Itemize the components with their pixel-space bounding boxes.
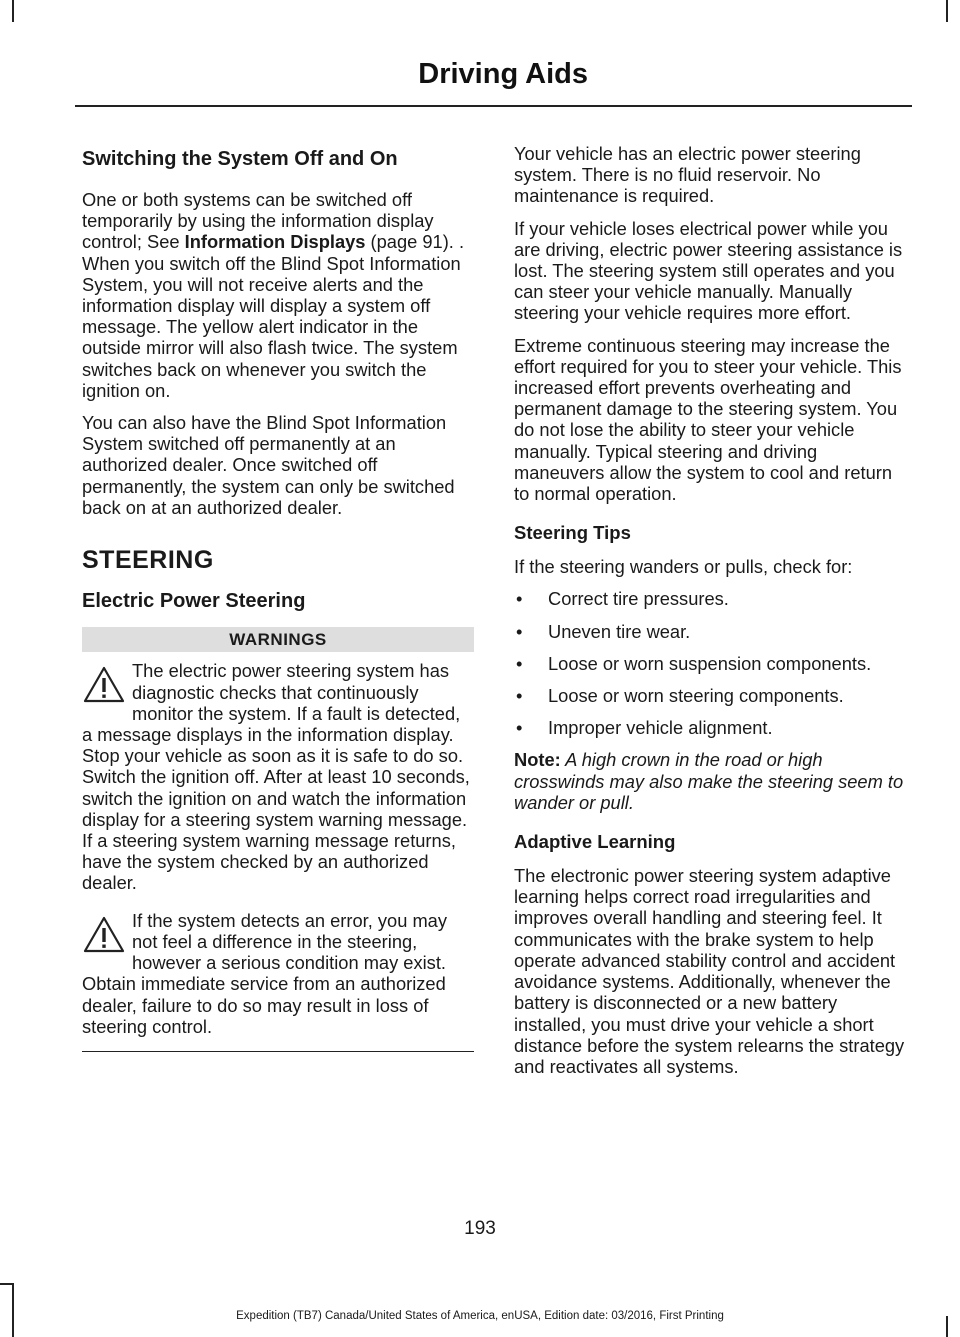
crop-mark xyxy=(946,0,948,22)
bullet: • xyxy=(516,685,523,707)
crop-mark xyxy=(12,0,14,22)
cross-reference-link[interactable]: Information Displays xyxy=(184,231,366,253)
warnings-header: WARNINGS xyxy=(82,627,474,652)
warning-block xyxy=(82,660,474,893)
crop-mark xyxy=(0,1283,14,1285)
bullet: • xyxy=(516,652,523,674)
bullet: • xyxy=(516,588,523,610)
bullet: • xyxy=(516,717,523,739)
heading-eps: Electric Power Steering xyxy=(82,590,306,613)
paragraph: Extreme continuous steering may increase the effort required for you to steer your vehicle. This increased effort prevents overheating and permanent damage to the steering system. You do not lose the ability to steer your vehicle manually. Typical steering and driving maneuvers allow the system to cool and return to normal operation. xyxy=(514,334,902,505)
paragraph: The electronic power steering system adaptive learning helps correct road irregularities and improves overall handling and steering feel. It communicates with the brake system to help operate advanced stability control and accident avoidance systems. Additionally, whenever the battery is disconnected or a new battery installed, you must drive your vehicle a short distance before the system relearns the strategy and reactivates all systems. xyxy=(514,865,905,1077)
heading-switching: Switching the System Off and On xyxy=(82,148,398,170)
list-item: • Correct tire pressures. xyxy=(516,588,729,610)
heading-steering-tips: Steering Tips xyxy=(514,522,631,544)
right-column xyxy=(514,143,908,1088)
warning-block xyxy=(82,910,474,1037)
warning-triangle-icon xyxy=(82,665,126,705)
text-run: (page 91). . When you switch off the Blind Spot Information System, you will not receive alerts and the information display will display a system off message. The yellow alert indicator in the outside mirror will also flash twice. The system switches back on whenever you switch the ignition on. xyxy=(82,231,465,401)
list-item: • Uneven tire wear. xyxy=(516,620,691,642)
bullet: • xyxy=(516,620,523,642)
list-item: • Loose or worn steering components. xyxy=(516,685,844,707)
paragraph: If your vehicle loses electrical power while you are driving, electric power steering assistance is lost. The steering system still operates and you can steer your vehicle manually. Manually steering your vehicle requires more effort. xyxy=(514,217,903,324)
paragraph: Your vehicle has an electric power steering system. There is no fluid reservoir. No maintenance is required. xyxy=(514,143,861,207)
warning-triangle-icon xyxy=(82,915,126,955)
heading-adaptive-learning: Adaptive Learning xyxy=(514,831,676,853)
note-label: Note: xyxy=(514,749,561,771)
paragraph: If the steering wanders or pulls, check for: xyxy=(514,556,853,578)
text-run: One or both systems can be switched off temporarily by using the information display control; See xyxy=(82,189,434,253)
tips-list xyxy=(514,588,908,738)
warning-text: If the system detects an error, you may not feel a difference in the steering, however a serious condition may exist. Obtain immediate service from an authorized dealer, failure to do so may result in loss of steering control. xyxy=(82,909,447,1037)
paragraph xyxy=(82,189,474,401)
section-title: Driving Aids xyxy=(418,58,588,90)
note-text: A high crown in the road or high crosswinds may also make the steering seem to wander or pull. xyxy=(514,749,904,813)
note xyxy=(514,749,908,813)
warning-text: The electric power steering system has diagnostic checks that continuously monitor the system. If a fault is detected, a message displays in the information display. Stop your vehicle as soon as it is safe to do so. Switch the ignition off. After at least 10 seconds, switch the ignition on and watch the information display for a steering system warning message. If a steering system warning message returns, have the system checked by an authorized dealer. xyxy=(82,660,470,894)
list-item: • Improper vehicle alignment. xyxy=(516,717,773,739)
page-number: 193 xyxy=(464,1218,496,1239)
warnings-end-rule xyxy=(82,1051,474,1053)
header-rule xyxy=(75,105,912,107)
left-column xyxy=(82,143,474,1052)
heading-steering: STEERING xyxy=(82,546,214,575)
list-item: • Loose or worn suspension components. xyxy=(516,652,872,674)
paragraph: You can also have the Blind Spot Information System switched off permanently at an authorized dealer. Once switched off permanently, the system can only be switched back on at an authorized dealer. xyxy=(82,412,455,518)
footer: Expedition (TB7) Canada/United States of America, enUSA, Edition date: 03/2016, First Printing xyxy=(236,1310,724,1322)
